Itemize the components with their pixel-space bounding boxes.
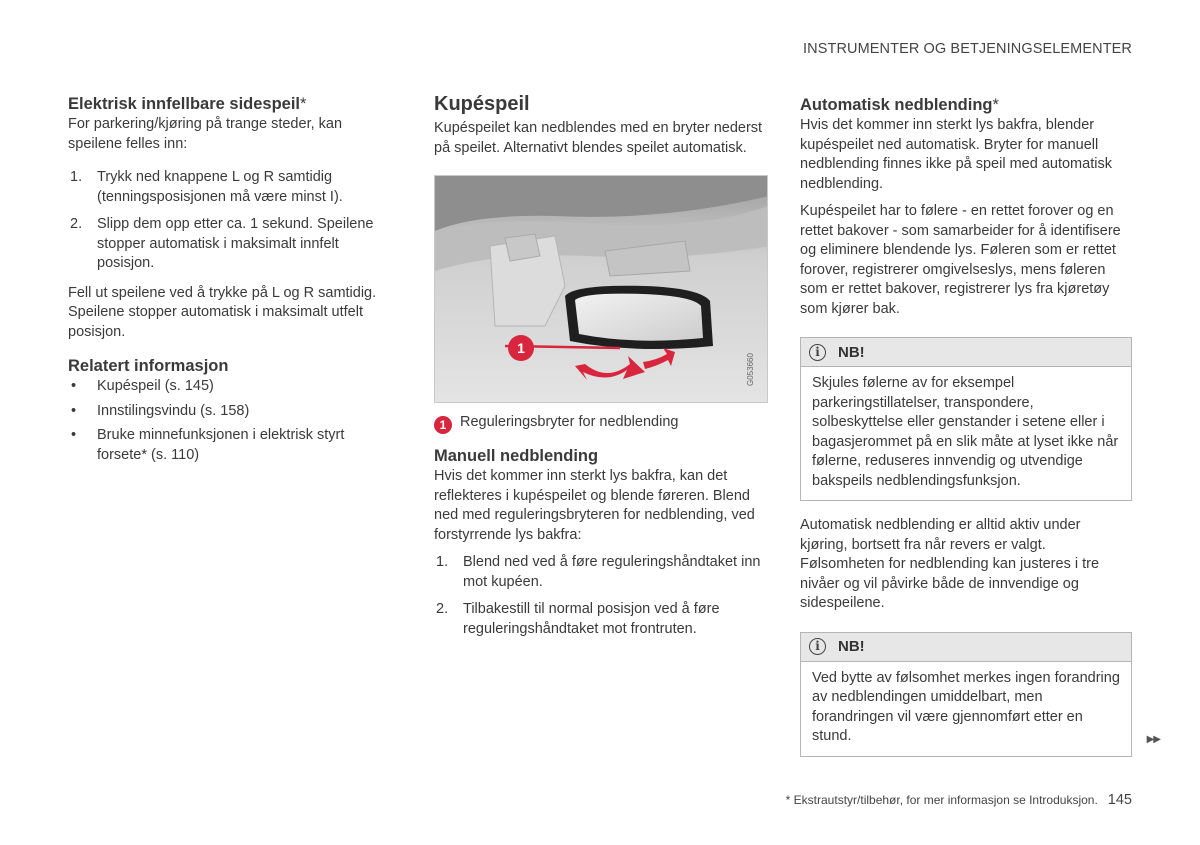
note-box-sensors [800,337,1132,501]
page-footer [786,792,1132,808]
list-item: 1. Blend ned ved å føre reguleringshåndtaket inn mot kupéen. [436,554,761,590]
caption-number-badge: 1 [434,416,452,434]
auto-dimming-para3: Automatisk nedblending er alltid aktiv under kjøring, bortsett fra når revers er valgt. Følsomheten for nedblending kan justeres i tre nivåer og vil påvirke både de innvendige og sidespeilene. [800,517,1100,611]
auto-dimming-heading: Automatisk nedblending* [800,96,999,114]
note-header [801,633,1131,662]
manual-dimming-text: Hvis det kommer inn sterkt lys bakfra, kan det reflekteres i kupéspeilet og blende føreren. Blend ned med reguleringsbryteren for nedblending, ved forstyrrende lys bakfra: [434,468,755,543]
page-number: 145 [1107,792,1132,808]
kupespeil-intro: Kupéspeilet kan nedblendes med en bryter nederst på speilet. Alternativt blendes speilet automatisk. [434,120,763,156]
section-heading-kupespeil: Kupéspeil [434,93,530,115]
note-title: NB! [838,343,865,361]
list-item: 2. Tilbakestill til normal posisjon ved å føre reguleringshåndtaket mot frontruten. [436,601,720,637]
auto-dimming-para2: Kupéspeilet har to følere - en rettet forover og en rettet bakover - som samarbeider for å identifisere og eliminere blendende lys. Føleren som er rettet forover, registrerer omgivelseslys, mens føleren som er rettet bakover, registrerer lys fra kjøretøy som kjører bak. [800,203,1121,317]
list-item: 2. Slipp dem opp etter ca. 1 sekund. Speilene stopper automatisk i maksimalt innfelt posisjon. [70,216,374,271]
column-middle [434,91,768,647]
related-info-heading: Relatert informasjon [68,357,229,375]
figure-code: G053660 [746,353,755,386]
note-title: NB! [838,638,865,655]
column-left [68,94,396,470]
footnote-text: * Ekstrautstyr/tilbehør, for mer informasjon se Introduksjon. [785,793,1098,807]
side-mirrors-intro: For parkering/kjøring på trange steder, kan speilene felles inn: [68,116,343,152]
section-heading-side-mirrors: Elektrisk innfellbare sidespeil* [68,95,307,113]
figure-callout-1: 1 [517,340,525,356]
manual-dimming-steps [434,553,768,639]
related-link-kupespeil[interactable]: • Kupéspeil (s. 145) [71,378,214,394]
note-box-sensitivity [800,632,1132,757]
column-right [800,95,1132,757]
info-icon: i [809,638,826,655]
running-header: INSTRUMENTER OG BETJENINGSELEMENTER [803,41,1132,57]
info-icon: i [809,344,826,361]
note-header [801,338,1131,367]
related-link-innstilingsvindu[interactable]: • Innstilingsvindu (s. 158) [71,402,250,419]
side-mirrors-outro: Fell ut speilene ved å trykke på L og R samtidig. Speilene stopper automatisk i maksimalt utfelt posisjon. [68,284,377,340]
manual-dimming-heading: Manuell nedblending [434,447,599,465]
rearview-mirror-image [435,176,768,403]
note-body: Skjules følerne av for eksempel parkeringstillatelser, transpondere, solbeskyttelse eller genstander i setene eller i bagasjerommet på en slik måte at lyset ikke når følerne, reduseres innvendig og utvendige bakspeils nedblendingsfunksjon. [812,375,1119,489]
figure-caption: 1 Reguleringsbryter for nedblending [434,413,768,434]
related-link-minnefunksjon[interactable]: • Bruke minnefunksjonen i elektrisk styrt forsete* (s. 110) [71,427,345,463]
auto-dimming-para1: Hvis det kommer inn sterkt lys bakfra, blender kupéspeilet ned automatisk. Bryter for manuell nedblending finnes ikke på speil med automatisk nedblending. [800,117,1112,192]
side-mirrors-steps [68,168,396,274]
list-item: 1. Trykk ned knappene L og R samtidig (tenningsposisjonen må være minst I). [70,169,343,205]
note-body: Ved bytte av følsomhet merkes ingen forandring av nedblendingen umiddelbart, men forandringen vil være gjennomført etter en stund. [812,669,1120,744]
mirror-illustration [434,175,768,403]
continue-arrows-icon: ▶▶ [1146,734,1160,745]
related-info-list [68,377,396,465]
